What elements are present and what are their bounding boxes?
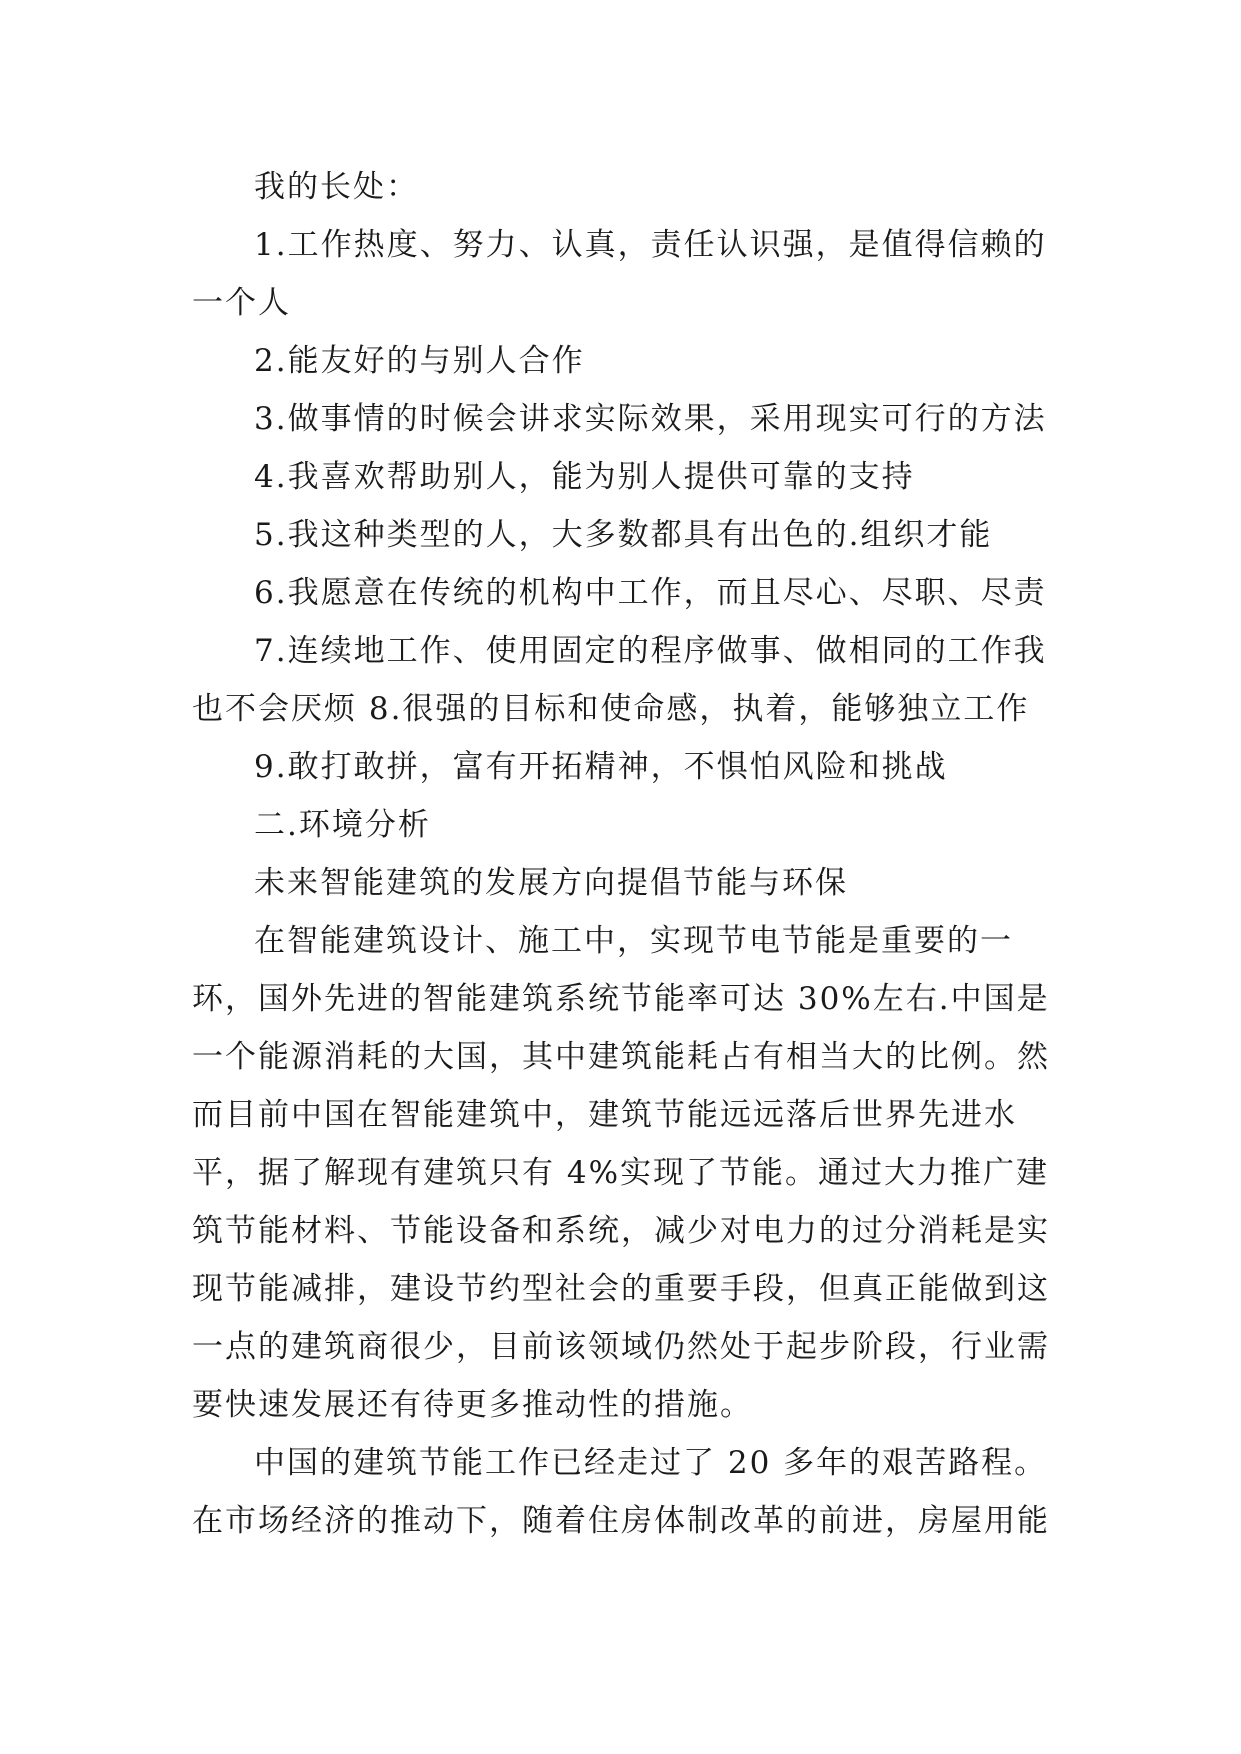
strength-item-7-8: 7.连续地工作、使用固定的程序做事、做相同的工作我也不会厌烦 8.很强的目标和使命感，执着，能够独立工作 bbox=[192, 633, 1047, 727]
strength-item-2: 2.能友好的与别人合作 bbox=[254, 343, 585, 379]
section-heading-environment: 二.环境分析 bbox=[254, 807, 431, 843]
paragraph-energy-saving: 在智能建筑设计、施工中，实现节电节能是重要的一环，国外先进的智能建筑系统节能率可达 30%左右.中国是一个能源消耗的大国，其中建筑能耗占有相当大的比例。然而目前中国在智能建筑中，建筑节能远远落后世界先进水平，据了解现有建筑只有 4%实现了节能。通过大力推广建筑节能材料、节能设备和系统，减少对电力的过分消耗是实现节能减排，建设节约型社会的重要手段，但真正能做到这一点的建筑商很少，目前该领域仍然处于起步阶段，行业需要快速发展还有待更多推动性的措施。 bbox=[192, 923, 1050, 1423]
heading-strengths: 我的长处： bbox=[254, 169, 419, 205]
strength-item-9: 9.敢打敢拼，富有开拓精神，不惧怕风险和挑战 bbox=[254, 749, 948, 785]
strength-item-5: 5.我这种类型的人，大多数都具有出色的.组织才能 bbox=[254, 517, 993, 553]
strength-item-4: 4.我喜欢帮助别人，能为别人提供可靠的支持 bbox=[254, 459, 915, 495]
strength-item-6: 6.我愿意在传统的机构中工作，而且尽心、尽职、尽责 bbox=[254, 575, 1047, 611]
strength-item-3: 3.做事情的时候会讲求实际效果，采用现实可行的方法 bbox=[254, 401, 1047, 437]
document-body bbox=[192, 158, 1050, 1550]
subheading-future-direction: 未来智能建筑的发展方向提倡节能与环保 bbox=[254, 865, 848, 901]
paragraph-china-building-energy: 中国的建筑节能工作已经走过了 20 多年的艰苦路程。在市场经济的推动下，随着住房体制改革的前进，房屋用能 bbox=[192, 1445, 1050, 1539]
strength-item-1: 1.工作热度、努力、认真，责任认识强，是值得信赖的一个人 bbox=[192, 227, 1047, 321]
